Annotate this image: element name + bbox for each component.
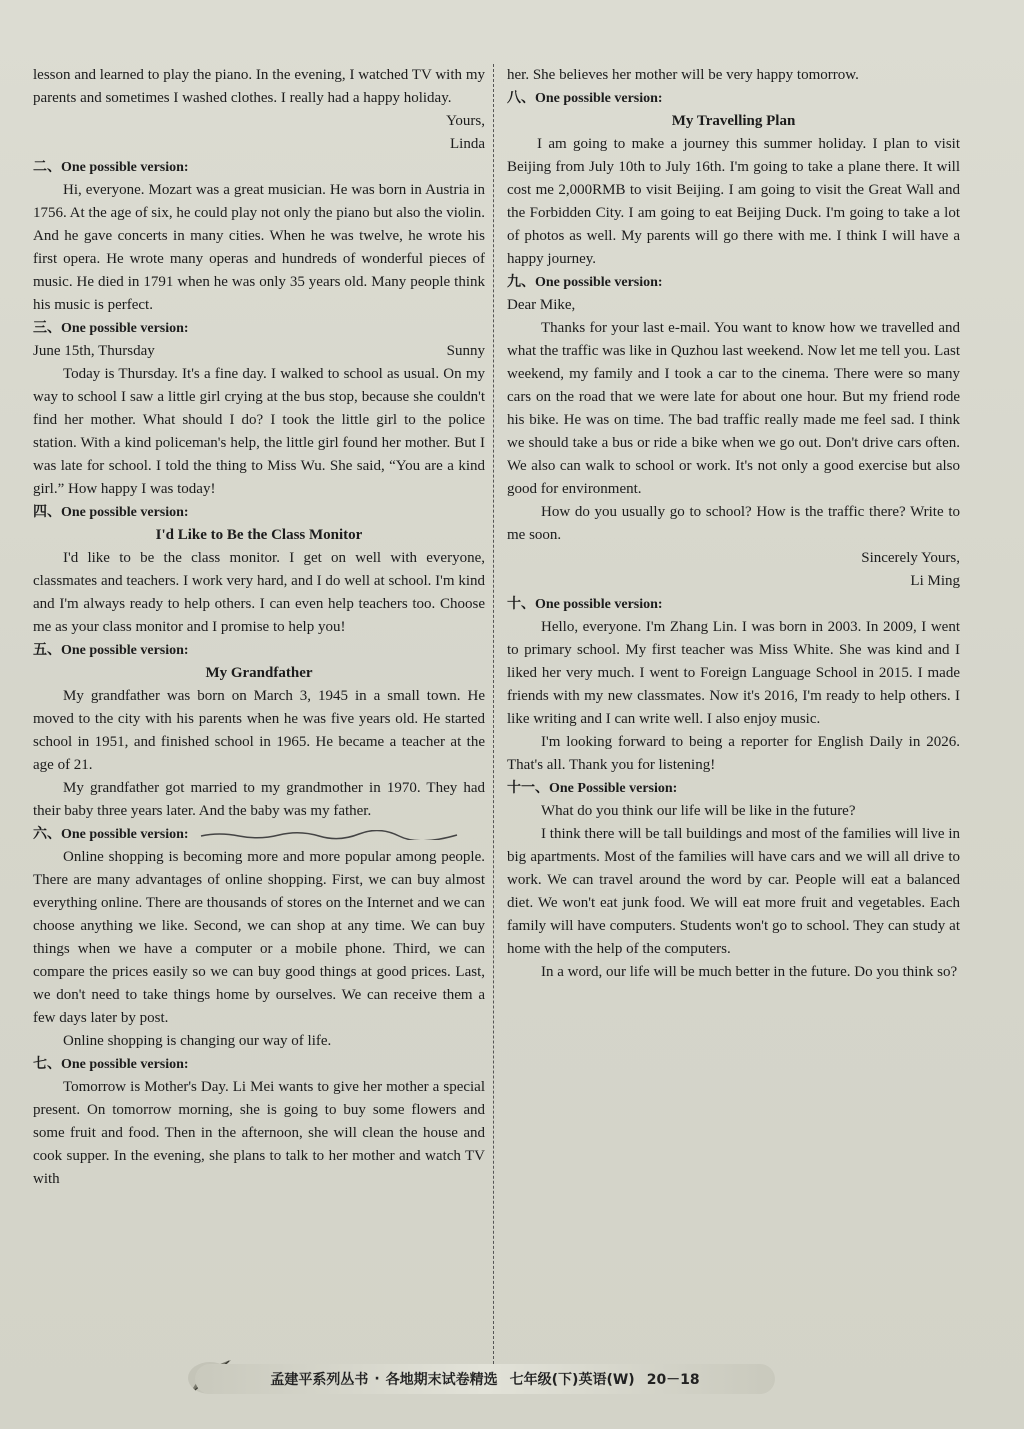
section-heading: 八、One possible version: <box>507 91 663 106</box>
paragraph: What do you think our life will be like in the future? <box>541 803 856 819</box>
paragraph: I'd like to be the class monitor. I get on well with everyone, classmates and teachers. I work very hard, and I do well at school. I'm kind and I'm always ready to help others. I can even help teachers too. Choose me as your class monitor and I promise to help you! <box>33 550 485 635</box>
section-heading: 三、One possible version: <box>33 321 189 336</box>
essay-title: My Travelling Plan <box>671 113 796 129</box>
section-heading: 十一、One Possible version: <box>507 781 678 796</box>
paragraph: Today is Thursday. It's a fine day. I walked to school as usual. On my way to school I saw a little girl crying at the bus stop, because she couldn't find her mother. What should I do? I took the little girl to the police station. With a kind policeman's help, the little girl found her mother. But I was late for school. I told the thing to Miss Wu. She said, “You are a kind girl.” How happy I was today! <box>33 366 485 497</box>
paragraph: I think there will be tall buildings and most of the families will live in big apartments. Most of the families will have cars and we will all drive to work. We can travel around the word by car. People will eat a balanced diet. We won't eat junk food. We will eat more fruit and vegetables. Each family will have computers. Students won't go to school. They can study at home with the help of the computers. <box>507 826 960 957</box>
series-name: 孟建平系列丛书 <box>270 1372 369 1388</box>
grade-subject: 七年级(下)英语(W) <box>509 1372 635 1388</box>
column-divider <box>493 64 494 1364</box>
paragraph: Hi, everyone. Mozart was a great musician. He was born in Austria in 1756. At the age of six, he could play not only the piano but also the violin. And he gave concerts in many cities. When he was twelve, he wrote his first opera. He wrote many operas and hundreds of wonderful pieces of music. He died in 1791 when he was only 35 years old. Many people think his music is perfect. <box>33 182 486 313</box>
section-heading: 五、One possible version: <box>33 643 189 658</box>
essay-title: I'd Like to Be the Class Monitor <box>155 527 363 543</box>
diary-weather: Sunny <box>446 343 485 359</box>
section-heading: 四、One possible version: <box>33 505 189 520</box>
paragraph: Online shopping is changing our way of life. <box>63 1033 332 1049</box>
page-footer <box>195 1364 775 1394</box>
paragraph: Online shopping is becoming more and more popular among people. There are many advantages of online shopping. First, we can buy almost everything online. There are thousands of stores on the Internet and we can choose anything we like. Second, we can shop at any time. We can buy things when we have a computer or a mobile phone. Third, we can compare the prices easily so we can buy good things at good prices. Last, we don't need to take things home by ourselves. We can receive them a few days later by post. <box>33 849 485 1026</box>
section-heading-text: 六、One possible version: <box>33 827 189 842</box>
section-heading: 二、One possible version: <box>33 160 189 175</box>
paragraph: I am going to make a journey this summer holiday. I plan to visit Beijing from July 10th to July 16th. I'm going to take a plane there. It will cost me 2,000RMB to visit Beijing. I am going to visit the Great Wall and the Forbidden City. I am going to eat Beijing Duck. I'm going to take a lot of photos as well. My parents will go there with me. I think I will have a happy journey. <box>507 136 960 267</box>
closing-line: Sincerely Yours, <box>861 550 960 566</box>
diary-header <box>33 340 485 363</box>
section-heading <box>33 823 485 846</box>
paragraph: My grandfather got married to my grandmother in 1970. They had their baby three years later. And the baby was my father. <box>33 780 485 819</box>
closing-line: Yours, <box>446 113 485 129</box>
footer-separator: · <box>374 1371 380 1387</box>
paragraph: How do you usually go to school? How is the traffic there? Write to me soon. <box>507 504 960 543</box>
paragraph: Tomorrow is Mother's Day. Li Mei wants to give her mother a special present. On tomorrow morning, she is going to buy some flowers and some fruit and food. Then in the afternoon, she will clean the house and cook supper. In the evening, she plans to talk to her mother and watch TV with <box>33 1079 485 1187</box>
page-number: 20－18 <box>646 1372 700 1388</box>
letter-greeting: Dear Mike, <box>507 297 576 313</box>
diary-date: June 15th, Thursday <box>33 343 155 359</box>
left-column <box>33 64 485 1191</box>
paragraph: her. She believes her mother will be very happy tomorrow. <box>507 67 859 83</box>
paragraph: In a word, our life will be much better in the future. Do you think so? <box>541 964 958 980</box>
signature: Linda <box>450 136 485 152</box>
book-name: 各地期末试卷精选 <box>385 1372 498 1388</box>
section-heading: 七、One possible version: <box>33 1057 189 1072</box>
essay-title: My Grandfather <box>205 665 313 681</box>
paragraph: My grandfather was born on March 3, 1945 in a small town. He moved to the city with his parents when he was five years old. He started school in 1951, and finished school in 1965. He became a teacher at the age of 21. <box>33 688 485 773</box>
paragraph: I'm looking forward to being a reporter for English Daily in 2026. That's all. Thank you for listening! <box>507 734 960 773</box>
section-heading: 九、One possible version: <box>507 275 663 290</box>
paragraph: lesson and learned to play the piano. In the evening, I watched TV with my parents and sometimes I washed clothes. I really had a happy holiday. <box>33 67 485 106</box>
signature: Li Ming <box>910 573 960 589</box>
right-column <box>507 64 960 984</box>
paragraph: Hello, everyone. I'm Zhang Lin. I was born in 2003. In 2009, I went to primary school. My first teacher was Miss White. She was kind and I liked her very much. I went to Foreign Language School in 2015. I made friends with my new classmates. Now it's 2016, I'm ready to help others. I like writing and I can write well. I also enjoy music. <box>507 619 960 727</box>
pen-scribble-mark <box>199 830 459 840</box>
paragraph: Thanks for your last e-mail. You want to know how we travelled and what the traffic was like in Quzhou last weekend. Now let me tell you. Last weekend, my family and I took a car to the cinema. There were so many cars on the road that we were late for about one hour. But my friend rode his bike. He was on time. The bad traffic really made me feel sad. I think we should take a bus or ride a bike when we go out. Don't drive cars often. We also can walk to school or work. It's not only a good exercise but also good for environment. <box>507 320 960 497</box>
section-heading: 十、One possible version: <box>507 597 663 612</box>
